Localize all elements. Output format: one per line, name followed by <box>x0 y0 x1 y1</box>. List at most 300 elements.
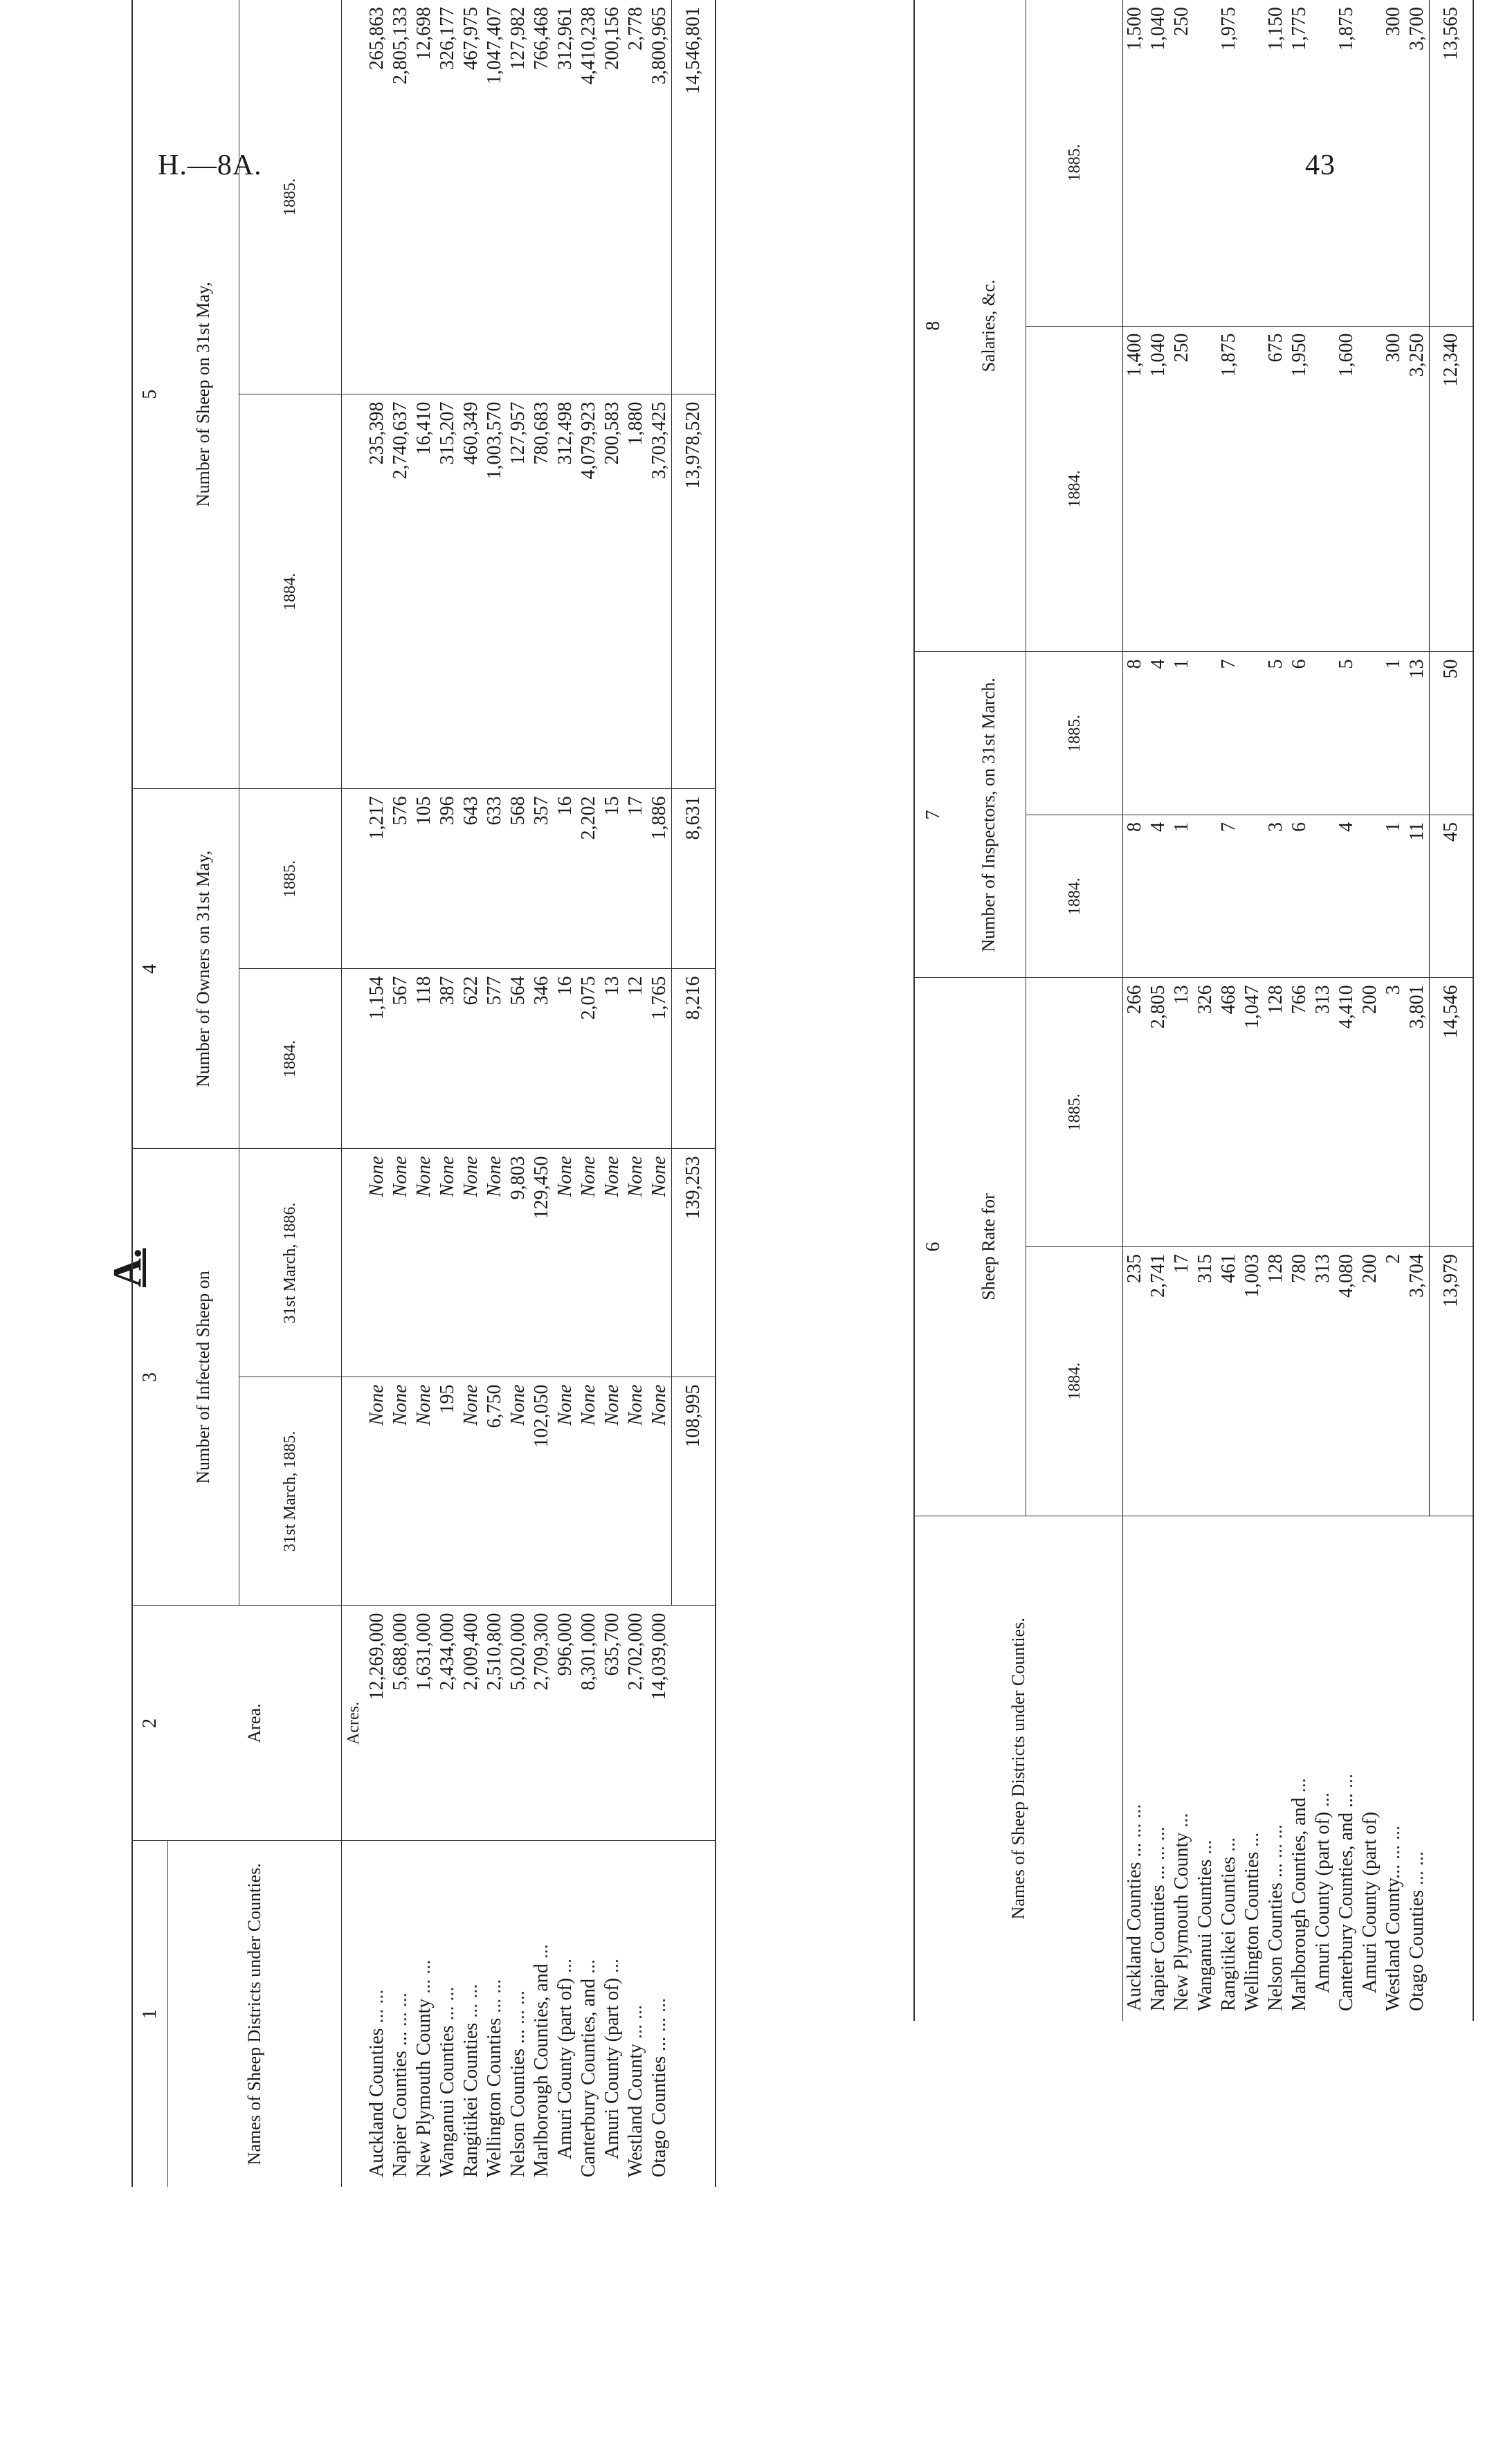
district-name-cell <box>648 1841 672 2187</box>
leader-dots: ... ... <box>1383 1825 1404 1860</box>
col-num-1: 1 <box>132 1841 168 2187</box>
total-own-1885: 8,631 <box>672 789 716 969</box>
sheep-table-1 <box>131 0 716 2187</box>
inf-1886-cell: None <box>459 1149 483 1377</box>
insp-1884-cell <box>1241 815 1264 977</box>
insp-1885-cell <box>1311 652 1335 815</box>
col-num-8: 8 <box>914 0 951 652</box>
district-name-cell <box>1241 1516 1264 2021</box>
area-unit: Acres. <box>342 1606 366 1841</box>
table-row <box>1241 0 1264 2021</box>
col-num-4: 4 <box>132 789 168 1149</box>
leader-dots: ... <box>578 1959 599 1974</box>
rate-1884-header: 1884. <box>1026 1246 1123 1516</box>
insp-1885-cell: 4 <box>1147 652 1170 815</box>
leader-dots: ... ... <box>390 1992 411 2027</box>
sal-1885-cell: 1,150 <box>1264 0 1288 326</box>
total-rate-1885: 14,546 <box>1430 978 1474 1247</box>
inf-1885-cell: None <box>507 1377 530 1606</box>
total-inf-1885: 108,995 <box>672 1377 716 1606</box>
sal-1885-cell <box>1241 0 1264 326</box>
own-1884-cell: 2,075 <box>577 969 601 1149</box>
col-num-7: 7 <box>914 652 951 978</box>
names-header: Names of Sheep Districts under Counties. <box>168 1841 342 2187</box>
leader-dots: ... <box>601 1958 623 1973</box>
sal-1885-cell: 1,040 <box>1147 0 1170 326</box>
sal-1885-cell: 3,700 <box>1405 0 1430 326</box>
sal-1885-cell <box>1194 0 1217 326</box>
table-row <box>1170 0 1194 2021</box>
own-1885-cell: 576 <box>389 789 412 969</box>
rate-1885-cell: 13 <box>1170 978 1194 1247</box>
leader-dots: ... <box>1288 1778 1310 1793</box>
area-cell: 12,269,000 <box>365 1606 389 1841</box>
insp-1885-cell <box>1194 652 1217 815</box>
district-name-cell <box>1382 1516 1405 2021</box>
sal-1884-cell <box>1194 326 1217 652</box>
district-name: Rangitikei Counties <box>460 2022 482 2177</box>
sal-1884-cell: 250 <box>1170 326 1194 652</box>
table-row <box>1358 0 1382 2021</box>
insp-1884-cell: 7 <box>1217 815 1241 977</box>
rate-1884-cell: 4,080 <box>1335 1246 1358 1516</box>
table-row <box>1217 0 1241 2021</box>
sheep-1885-cell: 467,975 <box>459 0 483 394</box>
district-name: Canterbury Counties, and ... <box>1336 1793 1357 2011</box>
inf-1885-cell: None <box>648 1377 672 1606</box>
table-row <box>365 0 389 2187</box>
table-row <box>436 0 459 2187</box>
district-name-cell <box>1170 1516 1194 2021</box>
table-row <box>1123 0 1147 2021</box>
own-1884-cell: 387 <box>436 969 459 1149</box>
leader-dots: ... ... <box>460 1983 482 2018</box>
table-row <box>483 0 507 2187</box>
district-name: Marlborough Counties, and <box>1288 1797 1310 2011</box>
sal-1884-cell: 3,250 <box>1405 326 1430 652</box>
inf-1886-header: 31st March, 1886. <box>239 1149 341 1377</box>
sheep-1885-cell: 326,177 <box>436 0 459 394</box>
insp-1885-cell: 13 <box>1405 652 1430 815</box>
salaries-header: Salaries, &c. <box>951 0 1026 652</box>
sheep-1885-cell: 1,047,407 <box>483 0 507 394</box>
rate-1884-cell: 2,741 <box>1147 1246 1170 1516</box>
sal-1884-cell <box>1311 326 1335 652</box>
district-name-cell <box>530 1841 554 2187</box>
table-row <box>1335 0 1358 2021</box>
col-num-3: 3 <box>132 1149 168 1606</box>
sal-1885-cell: 250 <box>1170 0 1194 326</box>
district-name: Westland County... <box>1383 1864 1404 2011</box>
leader-dots: ... <box>1336 1774 1357 1789</box>
sheep-1884-cell: 315,207 <box>436 394 459 789</box>
sheep-1884-cell: 780,683 <box>530 394 554 789</box>
area-cell: 5,020,000 <box>507 1606 530 1841</box>
own-1885-cell: 2,202 <box>577 789 601 969</box>
leader-dots: ... <box>1312 1792 1333 1807</box>
sal-1884-cell: 300 <box>1382 326 1405 652</box>
sheep-1885-cell: 766,468 <box>530 0 554 394</box>
inf-1886-cell: None <box>389 1149 412 1377</box>
rate-1885-cell: 468 <box>1217 978 1241 1247</box>
insp-1885-header: 1885. <box>1026 652 1123 815</box>
t2-names-header: Names of Sheep Districts under Counties. <box>914 1516 1123 2021</box>
district-name-cell <box>624 1841 648 2187</box>
leader-dots: ... ... <box>625 2005 646 2040</box>
total-sheep-1884: 13,978,520 <box>672 394 716 789</box>
sal-1885-cell: 1,775 <box>1288 0 1311 326</box>
sheep-1884-cell: 312,498 <box>554 394 577 789</box>
district-name: Amuri County (part of) <box>1312 1811 1333 1993</box>
own-1884-cell: 564 <box>507 969 530 1149</box>
inf-1886-cell: None <box>648 1149 672 1377</box>
area-cell: 5,688,000 <box>389 1606 412 1841</box>
sheep-1884-cell: 200,583 <box>601 394 624 789</box>
table-row <box>1382 0 1405 2021</box>
inf-1885-cell: 102,050 <box>530 1377 554 1606</box>
rate-1885-cell: 4,410 <box>1335 978 1358 1247</box>
inf-1885-cell: None <box>601 1377 624 1606</box>
inf-1886-cell: None <box>601 1149 624 1377</box>
sheep-1884-cell: 1,003,570 <box>483 394 507 789</box>
sal-1885-cell: 300 <box>1382 0 1405 326</box>
own-1885-cell: 105 <box>412 789 436 969</box>
insp-1885-cell: 7 <box>1217 652 1241 815</box>
table-row <box>577 0 601 2187</box>
insp-1885-cell: 1 <box>1170 652 1194 815</box>
sal-1884-cell: 675 <box>1264 326 1288 652</box>
sal-1885-cell: 1,875 <box>1335 0 1358 326</box>
own-1885-cell: 568 <box>507 789 530 969</box>
district-name: Otago Counties ... <box>648 2037 671 2177</box>
insp-1885-cell: 6 <box>1288 652 1311 815</box>
total-sal-1885: 13,565 <box>1430 0 1474 326</box>
sal-1885-cell <box>1311 0 1335 326</box>
insp-1885-cell <box>1241 652 1264 815</box>
own-1884-cell: 577 <box>483 969 507 1149</box>
leader-dots: ... ... <box>437 1986 458 2021</box>
own-1884-header: 1884. <box>239 969 341 1149</box>
insp-1884-cell: 6 <box>1288 815 1311 977</box>
insp-1885-cell: 8 <box>1123 652 1147 815</box>
district-name: Amuri County (part of) <box>554 1977 576 2159</box>
district-name: Auckland Counties <box>366 2028 388 2177</box>
inf-1885-cell: None <box>624 1377 648 1606</box>
own-1884-cell: 567 <box>389 969 412 1149</box>
inf-1885-cell: None <box>554 1377 577 1606</box>
insp-1885-cell: 1 <box>1382 652 1405 815</box>
rate-1885-cell: 3,801 <box>1405 978 1430 1247</box>
rate-1884-cell: 313 <box>1311 1246 1335 1516</box>
leader-dots: ... <box>1171 1813 1192 1828</box>
area-cell: 14,039,000 <box>648 1606 672 1841</box>
inf-1885-cell: 195 <box>436 1377 459 1606</box>
total-insp-1885: 50 <box>1430 652 1474 815</box>
own-1885-cell: 1,217 <box>365 789 389 969</box>
sal-1884-cell: 1,875 <box>1217 326 1241 652</box>
table-row <box>530 0 554 2187</box>
district-name: Wanganui Counties <box>1194 1859 1216 2011</box>
inf-1886-cell: None <box>577 1149 601 1377</box>
district-name: Amuri County (part of) <box>601 1977 623 2159</box>
district-name-cell <box>601 1841 624 2187</box>
inf-1886-cell: None <box>436 1149 459 1377</box>
page-header-left: H.—8A. <box>158 149 262 181</box>
own-1884-cell: 622 <box>459 969 483 1149</box>
own-1885-cell: 16 <box>554 789 577 969</box>
insp-1885-cell: 5 <box>1264 652 1288 815</box>
district-name: Rangitikei Counties <box>1218 1856 1239 2011</box>
sal-1884-cell: 1,950 <box>1288 326 1311 652</box>
district-name-cell <box>577 1841 601 2187</box>
area-header: Area. <box>168 1606 342 1841</box>
district-name-cell <box>1405 1516 1430 2021</box>
inspectors-header: Number of Inspectors, on 31st March. <box>951 652 1026 978</box>
table-row <box>601 0 624 2187</box>
sal-1884-cell: 1,040 <box>1147 326 1170 652</box>
inf-1886-cell: None <box>412 1149 436 1377</box>
insp-1884-cell: 4 <box>1147 815 1170 977</box>
own-1884-cell: 16 <box>554 969 577 1149</box>
inf-1886-cell: 9,803 <box>507 1149 530 1377</box>
page-number: 43 <box>1305 149 1336 181</box>
leader-dots: ... ... <box>1124 1804 1145 1838</box>
insp-1884-cell: 11 <box>1405 815 1430 977</box>
total-sheep-1885: 14,546,801 <box>672 0 716 394</box>
sheep-1885-cell: 2,805,133 <box>389 0 412 394</box>
sheep-1885-cell: 200,156 <box>601 0 624 394</box>
sal-1884-cell <box>1358 326 1382 652</box>
district-name-cell <box>412 1841 436 2187</box>
total-own-1884: 8,216 <box>672 969 716 1149</box>
district-name: Napier Counties ... <box>1147 1865 1169 2011</box>
sheep-1885-header: 1885. <box>239 0 341 394</box>
sheep-1884-cell: 3,703,425 <box>648 394 672 789</box>
district-name: Marlborough Counties, and <box>531 1963 552 2177</box>
sal-1885-cell <box>1358 0 1382 326</box>
district-name: Canterbury Counties, and <box>578 1979 599 2177</box>
district-name: New Plymouth County <box>413 1998 435 2177</box>
district-name: Nelson Counties ... <box>1265 1863 1286 2011</box>
table-row <box>389 0 412 2187</box>
area-cell: 2,009,400 <box>459 1606 483 1841</box>
leader-dots: ... ... <box>1147 1826 1169 1861</box>
sheep-table-2 <box>913 0 1474 2021</box>
sal-1884-cell: 1,400 <box>1123 326 1147 652</box>
sal-1884-header: 1884. <box>1026 326 1123 652</box>
district-name-cell <box>389 1841 412 2187</box>
leader-dots: ... <box>1241 1832 1263 1847</box>
inf-1886-cell: 129,450 <box>530 1149 554 1377</box>
leader-dots: ... ... <box>1265 1824 1286 1859</box>
table-row <box>507 0 530 2187</box>
district-name-cell <box>483 1841 507 2187</box>
insp-1885-cell: 5 <box>1335 652 1358 815</box>
leader-dots: ... ... <box>648 1998 671 2032</box>
owners-header: Number of Owners on 31st May, <box>168 789 239 1149</box>
insp-1884-cell <box>1194 815 1217 977</box>
rate-1885-cell: 1,047 <box>1241 978 1264 1247</box>
rate-1884-cell: 461 <box>1217 1246 1241 1516</box>
rate-1884-cell: 2 <box>1382 1246 1405 1516</box>
inf-1885-cell: None <box>365 1377 389 1606</box>
district-name-cell <box>1147 1516 1170 2021</box>
table-row <box>412 0 436 2187</box>
district-name-cell <box>507 1841 530 2187</box>
rate-1885-cell: 266 <box>1123 978 1147 1247</box>
insp-1884-cell <box>1358 815 1382 977</box>
sheep-1885-cell: 3,800,965 <box>648 0 672 394</box>
own-1884-cell: 1,765 <box>648 969 672 1149</box>
leader-dots: ... <box>1194 1840 1216 1855</box>
district-name: Wellington Counties <box>484 2017 505 2177</box>
sheep-header: Number of Sheep on 31st May, <box>168 0 239 789</box>
sheep-1884-cell: 2,740,637 <box>389 394 412 789</box>
area-cell: 2,510,800 <box>483 1606 507 1841</box>
district-name: Amuri County (part of) <box>1359 1811 1381 1993</box>
inf-1886-cell: None <box>624 1149 648 1377</box>
sheep-1885-cell: 12,698 <box>412 0 436 394</box>
rate-1884-cell: 235 <box>1123 1246 1147 1516</box>
table-row <box>1288 0 1311 2021</box>
insp-1884-cell: 1 <box>1170 815 1194 977</box>
total-insp-1884: 45 <box>1430 815 1474 977</box>
district-name-cell <box>1311 1516 1335 2021</box>
area-cell: 996,000 <box>554 1606 577 1841</box>
own-1885-cell: 17 <box>624 789 648 969</box>
rate-1885-cell: 2,805 <box>1147 978 1170 1247</box>
inf-1886-cell: None <box>483 1149 507 1377</box>
district-name: Wellington Counties <box>1241 1851 1263 2011</box>
insp-1884-cell: 4 <box>1335 815 1358 977</box>
rate-1885-header: 1885. <box>1026 978 1123 1247</box>
own-1885-header: 1885. <box>239 789 341 969</box>
col-num-2: 2 <box>132 1606 168 1841</box>
table2-totals-row <box>1430 0 1474 2021</box>
table-row <box>554 0 577 2187</box>
table-row <box>1264 0 1288 2021</box>
rate-1884-cell: 128 <box>1264 1246 1288 1516</box>
table-row <box>459 0 483 2187</box>
area-cell: 1,631,000 <box>412 1606 436 1841</box>
rotated-tables <box>131 0 1461 2187</box>
insp-1884-header: 1884. <box>1026 815 1123 977</box>
rate-1885-cell: 200 <box>1358 978 1382 1247</box>
district-name: New Plymouth County <box>1171 1832 1192 2011</box>
table2-body <box>1123 0 1430 2021</box>
table-row <box>648 0 672 2187</box>
appendix-title: A. <box>104 1248 149 1287</box>
own-1885-cell: 633 <box>483 789 507 969</box>
sheep-1884-header: 1884. <box>239 394 341 789</box>
leader-dots: ... ... <box>413 1959 435 1994</box>
leader-dots: ... <box>554 1958 576 1973</box>
district-name-cell <box>1194 1516 1217 2021</box>
insp-1884-cell: 3 <box>1264 815 1288 977</box>
sheep-1884-cell: 235,398 <box>365 394 389 789</box>
insp-1884-cell: 1 <box>1382 815 1405 977</box>
district-name-cell <box>1358 1516 1382 2021</box>
insp-1884-cell: 8 <box>1123 815 1147 977</box>
total-rate-1884: 13,979 <box>1430 1246 1474 1516</box>
rate-1884-cell: 1,003 <box>1241 1246 1264 1516</box>
own-1885-cell: 357 <box>530 789 554 969</box>
inf-1885-cell: None <box>389 1377 412 1606</box>
district-name: Wanganui Counties <box>437 2025 458 2177</box>
district-name-cell <box>1335 1516 1358 2021</box>
area-cell: 8,301,000 <box>577 1606 601 1841</box>
leader-dots: ... <box>531 1944 552 1959</box>
own-1885-cell: 15 <box>601 789 624 969</box>
rate-1885-cell: 128 <box>1264 978 1288 1247</box>
rate-1884-cell: 315 <box>1194 1246 1217 1516</box>
rate-1885-cell: 313 <box>1311 978 1335 1247</box>
district-name-cell <box>1288 1516 1311 2021</box>
own-1884-cell: 12 <box>624 969 648 1149</box>
sheep-1884-cell: 127,957 <box>507 394 530 789</box>
table-row <box>624 0 648 2187</box>
leader-dots: ... ... <box>484 1979 505 2013</box>
sal-1884-cell <box>1241 326 1264 652</box>
own-1885-cell: 643 <box>459 789 483 969</box>
table1-body <box>365 0 672 2187</box>
table-row <box>1405 0 1430 2021</box>
area-cell: 2,702,000 <box>624 1606 648 1841</box>
district-name-cell <box>1123 1516 1147 2021</box>
sheep-1885-cell: 312,961 <box>554 0 577 394</box>
own-1885-cell: 1,886 <box>648 789 672 969</box>
district-name: Otago Counties <box>1406 1890 1428 2011</box>
insp-1885-cell <box>1358 652 1382 815</box>
sal-1885-header: 1885. <box>1026 0 1123 326</box>
rate-1884-cell: 17 <box>1170 1246 1194 1516</box>
sal-1884-cell: 1,600 <box>1335 326 1358 652</box>
inf-1885-cell: 6,750 <box>483 1377 507 1606</box>
sheep-1884-cell: 460,349 <box>459 394 483 789</box>
inf-1886-cell: None <box>554 1149 577 1377</box>
infected-header: Number of Infected Sheep on <box>168 1149 239 1606</box>
district-name: Westland County <box>625 2044 646 2177</box>
area-cell: 635,700 <box>601 1606 624 1841</box>
own-1884-cell: 118 <box>412 969 436 1149</box>
area-cell: 2,709,300 <box>530 1606 554 1841</box>
district-name: Nelson Counties ... <box>507 2029 529 2177</box>
sheep-1884-cell: 1,880 <box>624 394 648 789</box>
rate-1884-cell: 780 <box>1288 1246 1311 1516</box>
leader-dots: ... ... <box>366 1989 388 2024</box>
total-inf-1886: 139,253 <box>672 1149 716 1377</box>
inf-1885-cell: None <box>577 1377 601 1606</box>
own-1884-cell: 346 <box>530 969 554 1149</box>
inf-1885-cell: None <box>412 1377 436 1606</box>
inf-1885-header: 31st March, 1885. <box>239 1377 341 1606</box>
own-1884-cell: 1,154 <box>365 969 389 1149</box>
sheep-1885-cell: 265,863 <box>365 0 389 394</box>
col-num-5: 5 <box>132 0 168 789</box>
table1-totals-row <box>672 0 716 2187</box>
table-row <box>1311 0 1335 2021</box>
district-name-cell <box>459 1841 483 2187</box>
sheep-1885-cell: 2,778 <box>624 0 648 394</box>
sheep-1885-cell: 4,410,238 <box>577 0 601 394</box>
own-1884-cell: 13 <box>601 969 624 1149</box>
sal-1885-cell: 1,975 <box>1217 0 1241 326</box>
inf-1886-cell: None <box>365 1149 389 1377</box>
leader-dots: ... <box>1218 1837 1239 1852</box>
leader-dots: ... ... <box>1406 1851 1428 1885</box>
leader-dots: ... ... <box>507 1990 529 2025</box>
insp-1884-cell <box>1311 815 1335 977</box>
